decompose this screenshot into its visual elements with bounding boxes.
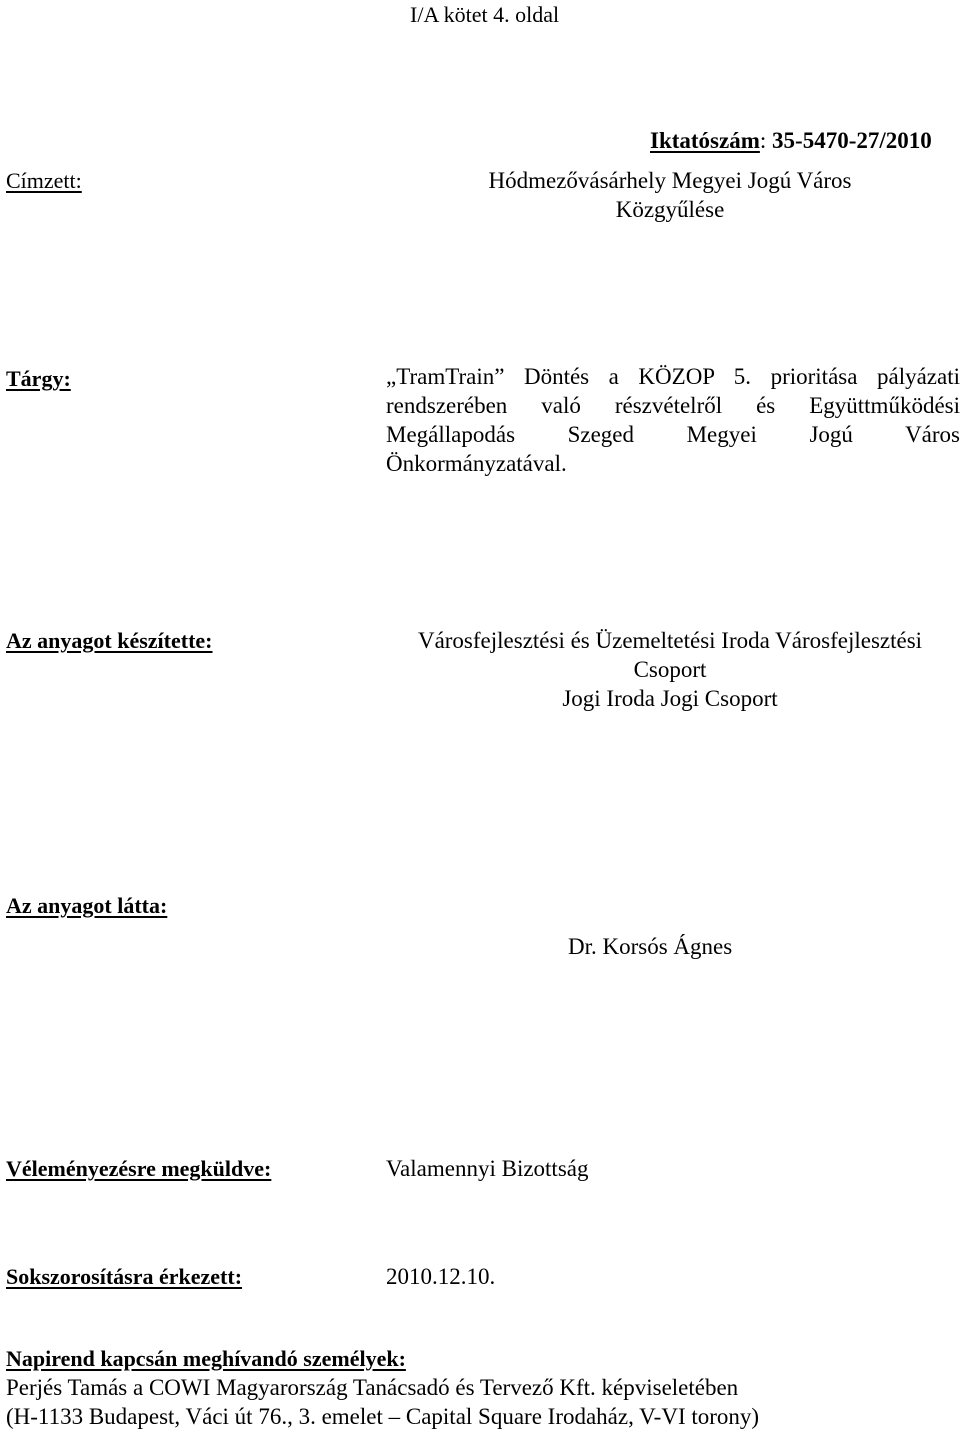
arrived-for-copying-label: Sokszorosításra érkezett: <box>6 1264 243 1289</box>
subject-line-4: Önkormányzatával. <box>386 451 567 476</box>
invitees-label: Napirend kapcsán meghívandó személyek: <box>6 1346 406 1371</box>
page-header: I/A kötet 4. oldal <box>410 2 560 27</box>
sent-for-opinion-label: Véleményezésre megküldve: <box>6 1156 272 1181</box>
reference-number <box>650 128 932 154</box>
reviewed-by-value: Dr. Korsós Ágnes <box>568 934 733 959</box>
invitees-line-1: Perjés Tamás a COWI Magyarország Tanácsadó és Tervező Kft. képviseletében <box>6 1375 739 1400</box>
recipient-line-2: Közgyűlése <box>615 197 725 222</box>
reference-label: Iktatószám <box>650 128 760 153</box>
reference-value: 35-5470-27/2010 <box>772 128 932 153</box>
recipient-line-1: Hódmezővásárhely Megyei Jogú Város <box>488 168 852 193</box>
prepared-by-line-3: Jogi Iroda Jogi Csoport <box>562 686 778 711</box>
prepared-by-line-1: Városfejlesztési és Üzemeltetési Iroda Városfejlesztési <box>417 628 923 653</box>
subject-line-3: Megállapodás Szeged Megyei Jogú Város <box>386 422 960 447</box>
recipient-label: Címzett: <box>6 168 82 193</box>
invitees-line-2: (H-1133 Budapest, Váci út 76., 3. emelet – Capital Square Irodaház, V-VI torony) <box>6 1404 760 1429</box>
subject-label: Tárgy: <box>6 366 71 391</box>
reviewed-by-label: Az anyagot látta: <box>6 893 168 918</box>
arrived-for-copying-value: 2010.12.10. <box>386 1264 496 1289</box>
prepared-by-label: Az anyagot készítette: <box>6 628 213 653</box>
sent-for-opinion-value: Valamennyi Bizottság <box>386 1156 589 1181</box>
subject-line-1: „TramTrain” Döntés a KÖZOP 5. prioritása pályázati <box>386 364 960 389</box>
reference-separator: : <box>759 128 773 153</box>
subject-line-2: rendszerében való részvételről és Együttműködési <box>386 393 960 418</box>
prepared-by-line-2: Csoport <box>633 657 707 682</box>
